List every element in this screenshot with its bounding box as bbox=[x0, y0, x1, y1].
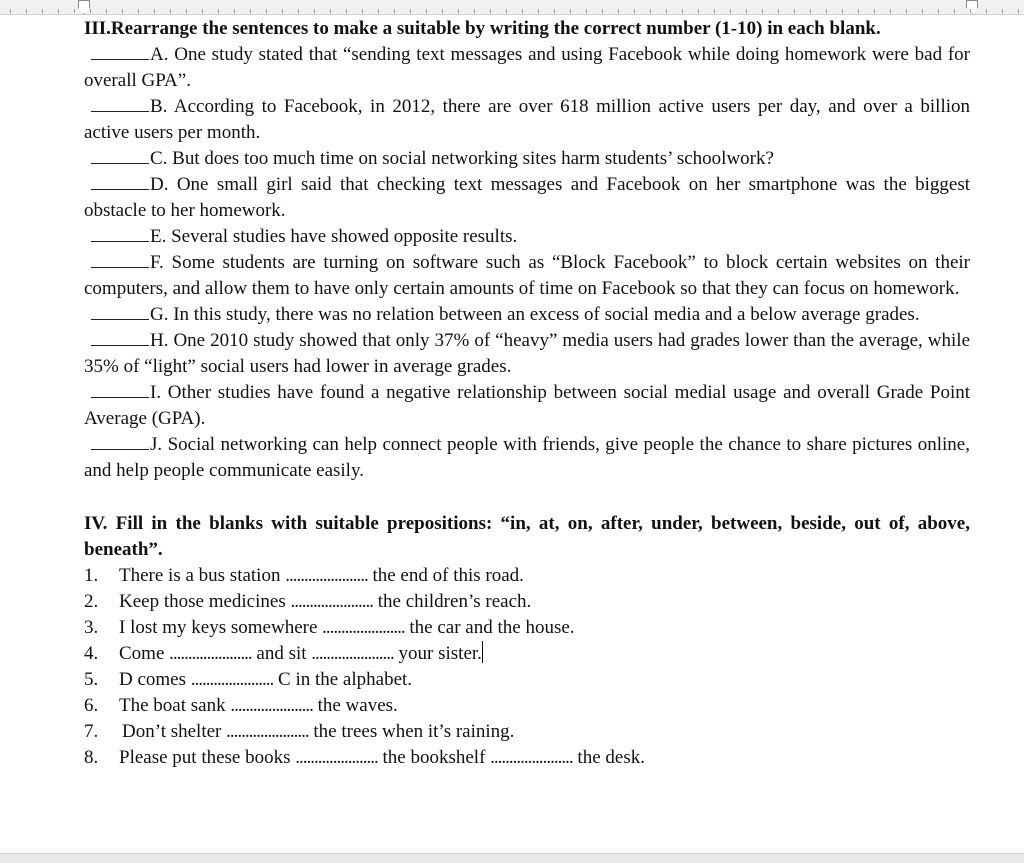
item-number: 7. bbox=[84, 721, 99, 742]
item-text: the children’s reach. bbox=[377, 591, 532, 612]
answer-blank[interactable] bbox=[91, 328, 149, 346]
ruler-tick bbox=[666, 9, 667, 13]
item-text: C in the alphabet. bbox=[278, 669, 413, 690]
item-number: 5. bbox=[84, 669, 99, 690]
section-3 bbox=[84, 14, 970, 484]
text-cursor bbox=[482, 641, 483, 663]
sentence-text: E. Several studies have showed opposite results. bbox=[150, 226, 518, 247]
ruler-tick bbox=[570, 9, 571, 13]
ruler-tick bbox=[810, 9, 811, 13]
ruler-tick bbox=[218, 9, 219, 13]
item-text: Come bbox=[119, 643, 165, 664]
ruler-tick bbox=[650, 9, 651, 13]
fill-item bbox=[84, 719, 970, 745]
ruler-tick bbox=[10, 9, 11, 13]
ruler-tick bbox=[474, 9, 475, 13]
ruler-tick bbox=[762, 9, 763, 13]
ruler-tick bbox=[634, 9, 635, 13]
ruler-tick bbox=[90, 9, 91, 13]
ruler-tick bbox=[618, 9, 619, 13]
right-indent-marker[interactable] bbox=[966, 0, 978, 14]
ruler-tick bbox=[138, 9, 139, 13]
sentence-text: J. Social networking can help connect people with friends, give people the chance to share pictures online, and help people communicate easily. bbox=[84, 434, 970, 481]
ruler-tick bbox=[1018, 9, 1019, 13]
item-text: the end of this road. bbox=[372, 565, 524, 586]
sentence-text: G. In this study, there was no relation between an excess of social media and a below average grades. bbox=[150, 304, 920, 325]
section-3-title: III.Rearrange the sentences to make a suitable by writing the correct number (1-10) in each blank. bbox=[84, 18, 881, 39]
fill-blank[interactable]: ...................... bbox=[311, 643, 394, 664]
fill-item bbox=[84, 745, 970, 771]
ruler-tick bbox=[202, 9, 203, 13]
ruler-tick bbox=[794, 9, 795, 13]
ruler-tick bbox=[1002, 9, 1003, 13]
fill-blank[interactable]: ...................... bbox=[226, 721, 309, 742]
fill-blank[interactable]: ...................... bbox=[285, 565, 368, 586]
ruler-tick bbox=[26, 9, 27, 13]
ruler-tick bbox=[330, 9, 331, 13]
sentence-text: I. Other studies have found a negative relationship between social medial usage and overall Grade Point Average (GPA). bbox=[84, 382, 970, 429]
sentence-text: B. According to Facebook, in 2012, there are over 618 million active users per day, and over a billion active users per month. bbox=[84, 96, 970, 143]
item-text: the desk. bbox=[577, 747, 645, 768]
answer-blank[interactable] bbox=[91, 146, 149, 164]
sentence-text: A. One study stated that “sending text messages and using Facebook while doing homework were bad for overall GPA”. bbox=[84, 44, 970, 91]
fill-item bbox=[84, 641, 970, 667]
section-4-title: IV. Fill in the blanks with suitable prepositions: “in, at, on, after, under, between, beside, out of, above, beneath”. bbox=[84, 513, 970, 560]
sentence-item bbox=[84, 42, 970, 94]
ruler-tick bbox=[122, 9, 123, 13]
ruler-tick bbox=[522, 9, 523, 13]
sentence-text: D. One small girl said that checking text messages and Facebook on her smartphone was the biggest obstacle to her homework. bbox=[84, 174, 970, 221]
sentence-item bbox=[84, 302, 970, 328]
ruler-tick bbox=[314, 9, 315, 13]
ruler-tick bbox=[986, 9, 987, 13]
item-text: I lost my keys somewhere bbox=[119, 617, 318, 638]
item-text: the trees when it’s raining. bbox=[313, 721, 515, 742]
fill-blank[interactable]: ...................... bbox=[230, 695, 313, 716]
fill-blank[interactable]: ...................... bbox=[295, 747, 378, 768]
ruler-tick bbox=[938, 9, 939, 13]
item-text: There is a bus station bbox=[119, 565, 281, 586]
fill-blank[interactable]: ...................... bbox=[169, 643, 252, 664]
ruler-tick bbox=[394, 9, 395, 13]
item-text: D comes bbox=[119, 669, 187, 690]
ruler-tick bbox=[554, 9, 555, 13]
ruler-tick bbox=[778, 9, 779, 13]
ruler-tick bbox=[602, 9, 603, 13]
sentence-item bbox=[84, 250, 970, 302]
ruler-tick bbox=[890, 9, 891, 13]
fill-item bbox=[84, 693, 970, 719]
ruler-tick bbox=[922, 9, 923, 13]
ruler-tick bbox=[378, 9, 379, 13]
item-number: 1. bbox=[84, 565, 99, 586]
ruler-tick bbox=[250, 9, 251, 13]
ruler-tick bbox=[266, 9, 267, 13]
ruler-tick bbox=[490, 9, 491, 13]
ruler-tick bbox=[506, 9, 507, 13]
fill-item bbox=[84, 589, 970, 615]
fill-item bbox=[84, 667, 970, 693]
ruler-tick bbox=[826, 9, 827, 13]
item-number: 8. bbox=[84, 747, 99, 768]
ruler-tick bbox=[426, 9, 427, 13]
ruler-tick bbox=[154, 9, 155, 13]
ruler-tick bbox=[682, 9, 683, 13]
sentence-text: F. Some students are turning on software such as “Block Facebook” to block certain websites on their computers, and allow them to have only certain amounts of time on Facebook so that they can focus on homework. bbox=[84, 252, 970, 299]
item-number: 2. bbox=[84, 591, 99, 612]
item-text: The boat sank bbox=[119, 695, 226, 716]
sentence-text: H. One 2010 study showed that only 37% of “heavy” media users had grades lower than the average, while 35% of “light” social users had lower in average grades. bbox=[84, 330, 970, 377]
ruler-tick bbox=[282, 9, 283, 13]
ruler-tick bbox=[954, 9, 955, 13]
document-page bbox=[84, 14, 970, 771]
answer-blank[interactable] bbox=[91, 42, 149, 60]
item-text: Please put these books bbox=[119, 747, 291, 768]
answer-blank[interactable] bbox=[91, 432, 149, 450]
ruler-tick bbox=[874, 9, 875, 13]
ruler-tick bbox=[106, 9, 107, 13]
item-text: the car and the house. bbox=[409, 617, 575, 638]
ruler-tick bbox=[842, 9, 843, 13]
ruler-tick bbox=[858, 9, 859, 13]
ruler-tick bbox=[442, 9, 443, 13]
left-indent-marker[interactable] bbox=[78, 0, 90, 14]
fill-blank[interactable]: ...................... bbox=[290, 591, 373, 612]
ruler-tick bbox=[298, 9, 299, 13]
ruler[interactable] bbox=[0, 0, 1024, 15]
answer-blank[interactable] bbox=[91, 94, 149, 112]
answer-blank[interactable] bbox=[91, 302, 149, 320]
answer-blank[interactable] bbox=[91, 172, 149, 190]
ruler-tick bbox=[74, 9, 75, 13]
ruler-tick bbox=[746, 9, 747, 13]
ruler-tick bbox=[170, 9, 171, 13]
item-text: and sit bbox=[256, 643, 307, 664]
answer-blank[interactable] bbox=[91, 224, 149, 242]
ruler-tick bbox=[538, 9, 539, 13]
ruler-tick bbox=[586, 9, 587, 13]
item-text: your sister. bbox=[398, 643, 482, 664]
ruler-tick bbox=[458, 9, 459, 13]
sentence-item bbox=[84, 328, 970, 380]
sentence-item bbox=[84, 172, 970, 224]
fill-item bbox=[84, 563, 970, 589]
ruler-tick bbox=[410, 9, 411, 13]
item-text: Don’t shelter bbox=[122, 721, 222, 742]
fill-item bbox=[84, 615, 970, 641]
ruler-tick bbox=[42, 9, 43, 13]
ruler-tick bbox=[234, 9, 235, 13]
ruler-tick bbox=[698, 9, 699, 13]
sentence-item bbox=[84, 146, 970, 172]
item-text: Keep those medicines bbox=[119, 591, 286, 612]
ruler-tick bbox=[970, 9, 971, 13]
item-text: the bookshelf bbox=[382, 747, 486, 768]
ruler-tick bbox=[906, 9, 907, 13]
ruler-tick bbox=[186, 9, 187, 13]
item-number: 4. bbox=[84, 643, 99, 664]
fill-blank[interactable]: ...................... bbox=[322, 617, 405, 638]
ruler-tick bbox=[362, 9, 363, 13]
sentence-item bbox=[84, 224, 970, 250]
sentence-text: C. But does too much time on social networking sites harm students’ schoolwork? bbox=[150, 148, 774, 169]
item-number: 6. bbox=[84, 695, 99, 716]
ruler-tick bbox=[730, 9, 731, 13]
sentence-item bbox=[84, 380, 970, 432]
sentence-item bbox=[84, 432, 970, 484]
section-4 bbox=[84, 511, 970, 771]
answer-blank[interactable] bbox=[91, 380, 149, 398]
ruler-tick bbox=[346, 9, 347, 13]
ruler-tick bbox=[58, 9, 59, 13]
item-number: 3. bbox=[84, 617, 99, 638]
item-text: the waves. bbox=[317, 695, 398, 716]
answer-blank[interactable] bbox=[91, 250, 149, 268]
fill-blank[interactable]: ...................... bbox=[490, 747, 573, 768]
fill-blank[interactable]: ...................... bbox=[190, 669, 274, 690]
sentence-item bbox=[84, 94, 970, 146]
ruler-tick bbox=[714, 9, 715, 13]
